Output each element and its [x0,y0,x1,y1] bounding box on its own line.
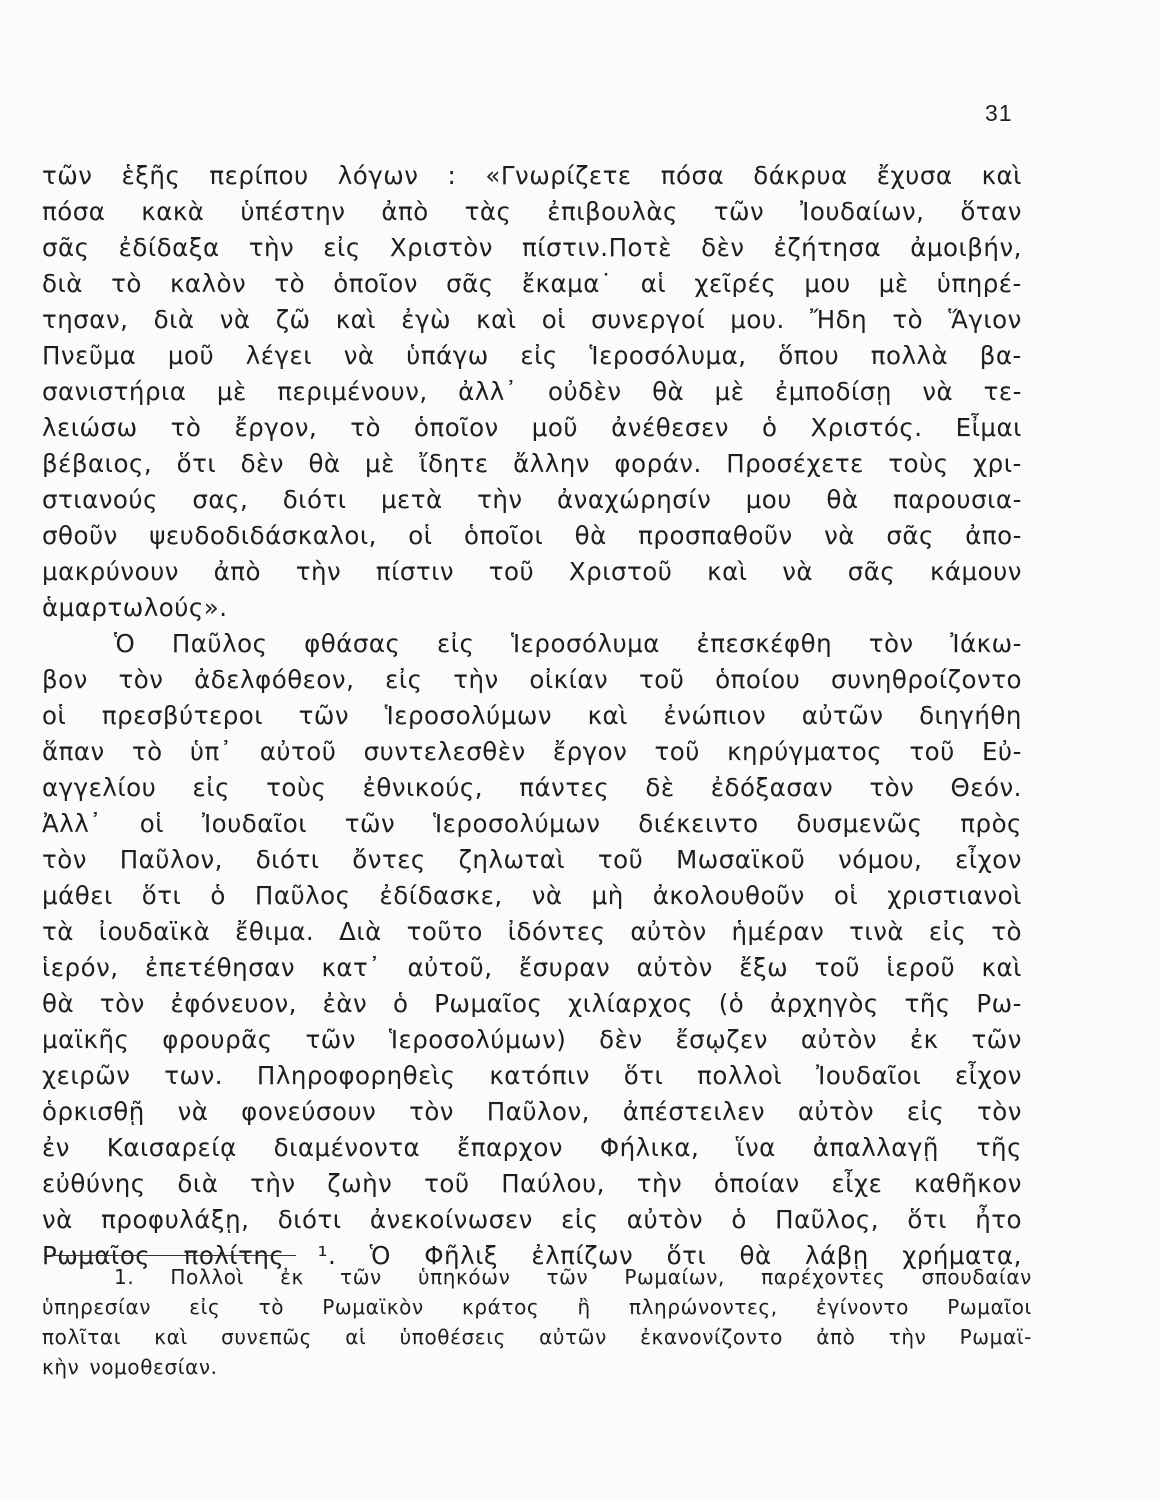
text-line: ἅπαν τὸ ὑπ᾽ αὐτοῦ συντελεσθὲν ἔργον τοῦ κηρύγματος τοῦ Εὐ- [42,737,1022,766]
text-line: χειρῶν των. Πληροφορηθεὶς κατόπιν ὅτι πολλοὶ Ἰουδαῖοι εἶχον [42,1061,1022,1090]
text-line: Ἀλλ᾽ οἱ Ἰουδαῖοι τῶν Ἱεροσολύμων διέκειντο δυσμενῶς πρὸς [42,809,1022,838]
footnote-line: κὴν νομοθεσίαν. [42,1355,218,1379]
body-text [42,158,1022,1274]
text-line: μαϊκῆς φρουρᾶς τῶν Ἱεροσολύμων) δὲν ἔσῳζεν αὐτὸν ἐκ τῶν [42,1025,1022,1054]
text-line: τῶν ἑξῆς περίπου λόγων : «Γνωρίζετε πόσα δάκρυα ἔχυσα καὶ [42,161,1022,190]
text-line: μάθει ὅτι ὁ Παῦλος ἐδίδασκε, νὰ μὴ ἀκολουθοῦν οἱ χριστιανοὶ [42,881,1022,910]
text-line: Ρωμαῖος πολίτης ¹. Ὁ Φῆλιξ ἐλπίζων ὅτι θὰ λάβῃ χρήματα, [42,1241,1022,1270]
text-line: στιανούς σας, διότι μετὰ τὴν ἀναχώρησίν μου θὰ παρουσια- [42,485,1022,514]
text-line: ἁμαρτωλούς». [42,593,228,622]
text-line: διὰ τὸ καλὸν τὸ ὁποῖον σᾶς ἔκαμα˙ αἱ χεῖρές μου μὲ ὑπηρέ- [42,269,1022,298]
text-line: νὰ προφυλάξῃ, διότι ἀνεκοίνωσεν εἰς αὐτὸν ὁ Παῦλος, ὅτι ἦτο [42,1205,1022,1234]
text-line: τὰ ἰουδαϊκὰ ἔθιμα. Διὰ τοῦτο ἰδόντες αὐτὸν ἡμέραν τινὰ εἰς τὸ [42,917,1022,946]
text-line: οἱ πρεσβύτεροι τῶν Ἱεροσολύμων καὶ ἐνώπιον αὐτῶν διηγήθη [42,701,1022,730]
paragraph-start-line: Ὁ Παῦλος φθάσας εἰς Ἱεροσόλυμα ἐπεσκέφθη τὸν Ἰάκω- [114,629,1022,658]
text-line: βον τὸν ἀδελφόθεον, εἰς τὴν οἰκίαν τοῦ ὁποίου συνηθροίζοντο [42,665,1022,694]
footnote-divider [44,1255,296,1256]
footnote-line: πολῖται καὶ συνεπῶς αἱ ὑποθέσεις αὐτῶν ἐκανονίζοντο ἀπὸ τὴν Ρωμαϊ- [42,1325,1032,1349]
text-line: τησαν, διὰ νὰ ζῶ καὶ ἐγὼ καὶ οἱ συνεργοί μου. Ἤδη τὸ Ἅγιον [42,305,1022,334]
text-line: θὰ τὸν ἐφόνευον, ἐὰν ὁ Ρωμαῖος χιλίαρχος (ὁ ἀρχηγὸς τῆς Ρω- [42,989,1022,1018]
text-line: πόσα κακὰ ὑπέστην ἀπὸ τὰς ἐπιβουλὰς τῶν Ἰουδαίων, ὅταν [42,197,1022,226]
text-line: σθοῦν ψευδοδιδάσκαλοι, οἱ ὁποῖοι θὰ προσπαθοῦν νὰ σᾶς ἀπο- [42,521,1022,550]
text-line: Πνεῦμα μοῦ λέγει νὰ ὑπάγω εἰς Ἱεροσόλυμα, ὅπου πολλὰ βα- [42,341,1022,370]
text-line: τὸν Παῦλον, διότι ὄντες ζηλωταὶ τοῦ Μωσαϊκοῦ νόμου, εἶχον [42,845,1022,874]
text-line: σανιστήρια μὲ περιμένουν, ἀλλ᾽ οὐδὲν θὰ μὲ ἐμποδίσῃ νὰ τε- [42,377,1022,406]
page-number: 31 [985,100,1013,126]
text-line: ὁρκισθῇ νὰ φονεύσουν τὸν Παῦλον, ἀπέστειλεν αὐτὸν εἰς τὸν [42,1097,1022,1126]
text-line: μακρύνουν ἀπὸ τὴν πίστιν τοῦ Χριστοῦ καὶ νὰ σᾶς κάμουν [42,557,1022,586]
text-line: ἐν Καισαρείᾳ διαμένοντα ἔπαρχον Φήλικα, ἵνα ἀπαλλαγῇ τῆς [42,1133,1022,1162]
text-line: αγγελίου εἰς τοὺς ἐθνικούς, πάντες δὲ ἐδόξασαν τὸν Θεόν. [42,773,1022,802]
footnote-line: ὑπηρεσίαν εἰς τὸ Ρωμαϊκὸν κράτος ἢ πληρώνοντες, ἐγίνοντο Ρωμαῖοι [42,1295,1032,1319]
text-line: εὐθύνης διὰ τὴν ζωὴν τοῦ Παύλου, τὴν ὁποίαν εἶχε καθῆκον [42,1169,1022,1198]
text-line: λειώσω τὸ ἔργον, τὸ ὁποῖον μοῦ ἀνέθεσεν ὁ Χριστός. Εἶμαι [42,413,1022,442]
footnote [42,1262,1032,1382]
footnote-line: 1. Πολλοὶ ἐκ τῶν ὑπηκόων τῶν Ρωμαίων, παρέχοντες σπουδαίαν [114,1265,1032,1289]
text-line: βέβαιος, ὅτι δὲν θὰ μὲ ἴδητε ἄλλην φοράν. Προσέχετε τοὺς χρι- [42,449,1022,478]
text-line: ἱερόν, ἐπετέθησαν κατ᾽ αὐτοῦ, ἔσυραν αὐτὸν ἔξω τοῦ ἱεροῦ καὶ [42,953,1022,982]
text-line: σᾶς ἐδίδαξα τὴν εἰς Χριστὸν πίστιν.Ποτὲ δὲν ἐζήτησα ἀμοιβήν, [42,233,1022,262]
